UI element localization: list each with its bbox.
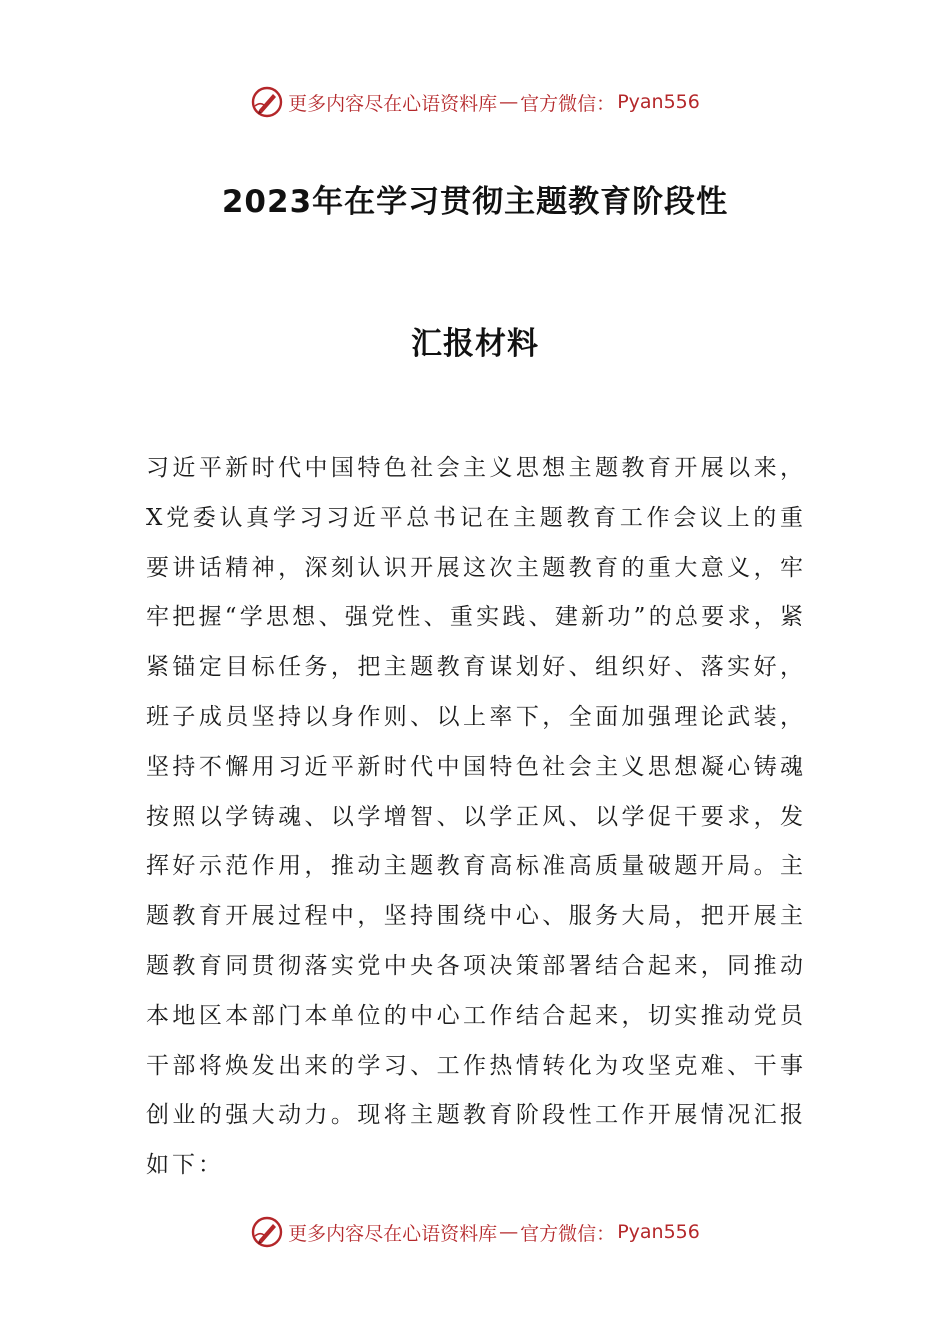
document-title-line-1: 2023年在学习贯彻主题教育阶段性 [221,184,729,220]
watermark-dash: — [499,91,519,113]
watermark-text: 更多内容尽在心语资料库 [288,1222,498,1245]
watermark-label: 官方微信： [520,1222,616,1245]
document-title-line-2: 汇报材料 [411,326,539,362]
pen-logo-icon [250,1215,284,1249]
footer-watermark [0,1212,950,1252]
watermark-dash: — [499,1221,519,1243]
watermark-account: Pyan556 [617,1221,700,1243]
watermark-account: Pyan556 [617,91,700,113]
watermark-label: 官方微信： [520,92,616,115]
body-paragraph: 习近平新时代中国特色社会主义思想主题教育开展以来，X党委认真学习习近平总书记在主题教育工作会议上的重要讲话精神，深刻认识开展这次主题教育的重大意义，牢牢把握“学思想、强党性、重实践、建新功”的总要求，紧紧锚定目标任务，把主题教育谋划好、组织好、落实好，班子成员坚持以身作则、以上率下，全面加强理论武装，坚持不懈用习近平新时代中国特色社会主义思想凝心铸魂按照以学铸魂、以学增智、以学正风、以学促干要求，发挥好示范作用，推动主题教育高标准高质量破题开局。主题教育开展过程中，坚持围绕中心、服务大局，把开展主题教育同贯彻落实党中央各项决策部署结合起来，同推动本地区本部门本单位的中心工作结合起来，切实推动党员干部将焕发出来的学习、工作热情转化为攻坚克难、干事创业的强大动力。现将主题教育阶段性工作开展情况汇报如下： [146,455,806,1179]
pen-logo-icon [250,85,284,119]
header-watermark [0,82,950,122]
watermark-text: 更多内容尽在心语资料库 [288,92,498,115]
